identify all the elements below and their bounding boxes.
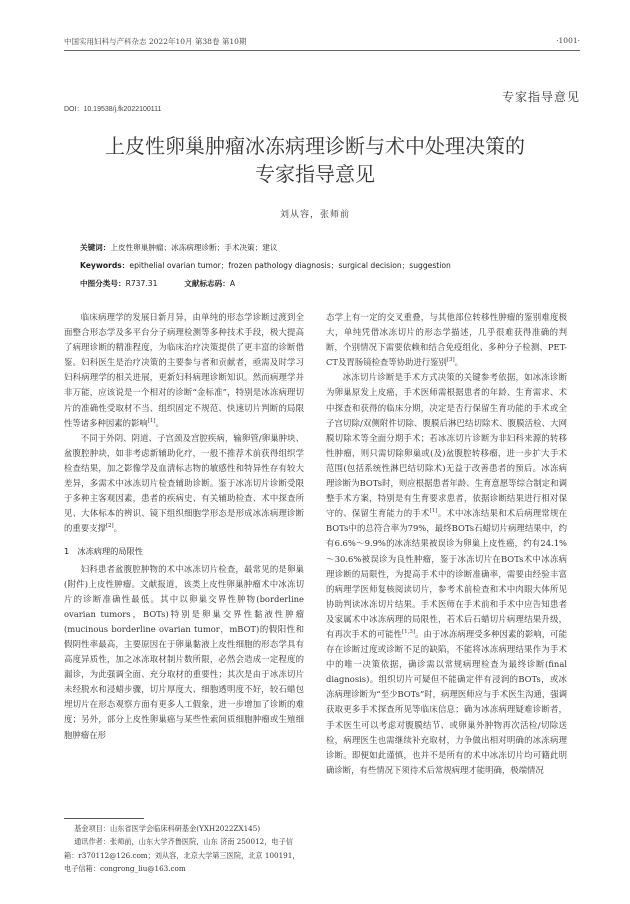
doc-code-value: A [229,279,236,288]
journal-info: 中国实用妇科与产科杂志 2022年10月 第38卷 第10期 [64,37,247,46]
contact-note: 通讯作者：张师前，山东大学齐鲁医院，山东 济南 250012，电子信箱：r370112@126.com；刘从容，北京大学第三医院，北京 100191，电子信箱：congrong_liu@163.com [64,837,300,874]
clc-label: 中图分类号： [80,279,126,288]
paragraph: 冰冻切片诊断是手术方式决策的关键参考依据，如冰冻诊断为卵巢原发上皮癌，手术医师需根据患者的年龄、生育需求、术中探查和获得的临床分期，决定是否行保留生育功能的手术或全子宫切除/双侧附件切除、腹膜后淋巴结切除术、腹膜活检、大网膜切除术等全面分期手术；若冰冻切片诊断为非妇科来源的转移性肿瘤，则只需切除卵巢或(及)盆腹腔转移瘤，进一步扩大手术范围(包括系统性淋巴结切除术)无益于改善患者的预后。冰冻病理诊断为BOTs时，则应根据患者年龄、生育意愿等综合制定和调整手术方案，特别是有生育要求患者，依据诊断结果进行相对保守的、保留生育能力的手术[1]。术中冰冻结果和术后病理常规在BOTs中的总符合率为79%，最终BOTs石蜡切片病理结果中，约有6.6%～9.9%的冰冻结果被误诊为卵巢上皮性癌，约有24.1%～30.6%被误诊为良性肿瘤，鉴于冰冻切片在BOTs术中冰冻病理诊断的局限性，为提高手术中的诊断准确率，需要由经验丰富的病理学医师复核阅读切片，参考术前检查和术中肉眼大体所见协助判读冰冻切片结果。手术医师在手术前和手术中应告知患者及家属术中冰冻病理的局限性，若术后石蜡切片病理结果升级，有再次手术的可能性[1,3]。由于冰冻病理受多种因素的影响，可能存在诊断过度或诊断不足的缺陷，不能将冰冻病理结果作为手术中的唯一决策依据，确诊需以常规病理检查为最终诊断(final diagnosis)。组织切片可疑但不能确定伴有浸润的BOTs，或冰冻病理诊断为“至少BOTs”时，病理医师应与手术医生沟通，强调获取更多手术探查所见等临床信息；确为冰冻病理疑难诊断者，手术医生可以考虑对腹膜结节、或卵巢外肿物再次活检/切除送检，病理医生也需继续补充取材，力争做出相对明确的冰冻病理诊断。即便如此谨慎，也并不是所有的术中冰冻切片均可籍此明确诊断，有些情况下须待术后常规病理才能明确，极端情况 [326,372,568,775]
citation: [1] [147,417,156,424]
clc-value: R737.31 [125,279,158,288]
article-title [40,132,590,188]
keywords-cn-text: 上皮性卵巢肿瘤；冰冻病理诊断；手术决策；建议 [110,243,278,252]
doc-code-label: 文献标志码： [184,279,230,288]
classification [80,278,570,289]
title-line-2: 专家指导意见 [255,162,375,186]
citation: [3] [446,357,455,364]
section-heading: 1 冰冻病理的局限性 [64,546,143,557]
page-number: ·1001· [556,36,580,45]
title-line-1: 上皮性卵巢肿瘤冰冻病理诊断与术中处理决策的 [105,134,525,158]
authors: 刘从容，张师前 [279,210,350,220]
keywords-en [80,260,570,271]
running-header [64,36,580,47]
doi: DOI：10.19538/j.fk2022100111 [64,106,162,113]
keywords-en-label: Keywords： [80,261,130,270]
paragraph: 妇科患者盆腹腔肿物的术中冰冻切片检查，最常见的是卵巢(附件)上皮性肿瘤。文献报道，该类上皮性卵巢肿瘤术中冰冻切片的诊断准确性最低。其中以卵巢交界性肿物(borderline ovarian tumors，BOTs)特别是卵巢交界性黏液性肿瘤(mucinous borderline ovarian tumor，mBOT)的假阳性和假阴性率最高，主要原因在于卵巢黏液上皮性细胞的形态学具有高度异质性，加之冰冻取材制片数所限，必然会造成一定程度的漏诊，为此强调全面、充分取材的重要性；其次是由于冰冻切片未经脱水和浸蜡步骤，切片厚度大、细胞透明度不好，较石蜡包埋切片在形态观察方面有更多人工假象，进一步增加了诊断的难度；另外，部分上皮性卵巢癌与某些性索间质细胞肿瘤或生殖细胞肿瘤在形 [64,563,304,740]
keywords-en-text: epithelial ovarian tumor；frozen pathology diagnosis；surgical decision；suggestion [129,261,451,270]
paragraph: 临床病理学的发展日新月异，由单纯的形态学诊断过渡到全面整合形态学及多平台分子病理检测等多种技术手段，极大提高了病理诊断的精准程度，为临床治疗决策提供了更丰富的诊断借鉴。妇科医生是治疗决策的主要参与者和贡献者，亟需及时学习妇科病理学的相关进展，更新妇科病理诊断知识。然而病理学并非万能，应该说是一个相对的诊断“金标准”，特别是冰冻病理切片的准确性受取材不当、组织固定不规范、快速切片判断的局限性等诸多种因素的影响[1]。 [64,312,304,428]
paragraph: 不同于外阴、阴道、子宫颈及宫腔疾病，输卵管/卵巢肿块、盆腹腔肿块，如非考虑新辅助化疗，一般不推荐术前获得组织学检查结果，加之影像学及血清标志物的敏感性和特异性存有较大差异，多需术中冰冻切片检查辅助诊断。鉴于冰冻切片诊断受限于多种主客观因素，患者的疾病史、有关辅助检查、术中探查所见、大体标本的辨识、镜下组织细胞学形态是形成冰冻病理诊断的重要支撑[2]。 [64,432,304,534]
column-tag: 专家指导意见 [501,90,580,104]
keywords-cn-label: 关键词： [80,243,111,252]
header-rule [64,50,580,51]
keywords-cn [80,242,570,253]
citation: [1] [429,508,438,515]
funding-note: 基金项目：山东省医学会临床科研基金(YXH2022ZX145) [74,824,261,833]
right-column [326,310,567,778]
paragraph: 态学上有一定的交叉重叠，与其他部位转移性肿瘤的鉴别难度极大，单纯凭借冰冻切片的形态学描述，几乎很难获得准确的判断，个别情况下需要依赖和结合免疫组化、多种分子检测、PET-CT及胃肠镜检查等协助进行鉴别[3]。 [326,312,567,368]
left-column [64,310,304,743]
footnotes [64,822,304,876]
citation: [2] [105,523,114,530]
citation: [1,3] [401,629,416,636]
footnote-rule [64,818,144,819]
